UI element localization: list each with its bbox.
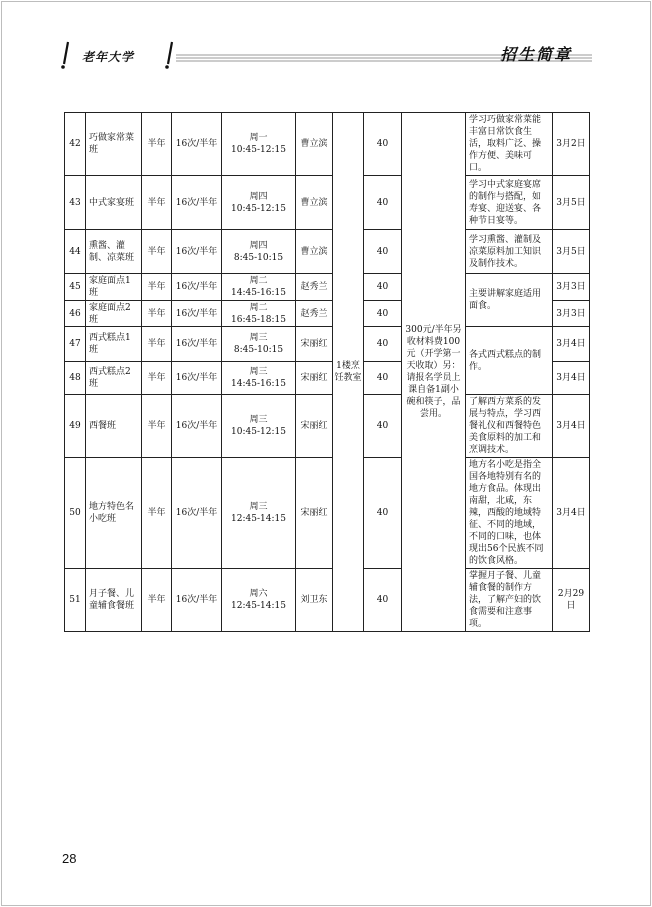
capacity: 40 — [364, 274, 402, 301]
start-date: 2月29日 — [553, 569, 590, 632]
class-time: 周三 8:45-10:15 — [222, 327, 296, 362]
course-name: 中式家宴班 — [86, 176, 142, 230]
lesson-count: 16次/半年 — [172, 176, 222, 230]
start-date: 3月2日 — [553, 113, 590, 176]
lesson-count: 16次/半年 — [172, 274, 222, 301]
course-table — [64, 112, 590, 632]
course-description: 主要讲解家庭适用面食。 — [466, 274, 553, 327]
lesson-count: 16次/半年 — [172, 230, 222, 274]
class-time: 周二 14:45-16:15 — [222, 274, 296, 301]
row-number: 50 — [65, 458, 86, 569]
page-header — [0, 0, 652, 90]
start-date: 3月4日 — [553, 327, 590, 362]
row-number: 44 — [65, 230, 86, 274]
teacher: 刘卫东 — [296, 569, 333, 632]
start-date: 3月4日 — [553, 362, 590, 395]
table-row — [65, 569, 590, 632]
class-time: 周二 16:45-18:15 — [222, 301, 296, 327]
course-name: 西式糕点1班 — [86, 327, 142, 362]
capacity: 40 — [364, 458, 402, 569]
course-description: 地方名小吃是指全国各地特别有名的地方食品。体现出南甜，北咸，东辣，西酸的地域特征、不同的地域，不同的口味，也体现出56个民族不同的饮食风格。 — [466, 458, 553, 569]
teacher: 宋丽红 — [296, 395, 333, 458]
course-description: 学习巧做家常菜能丰富日常饮食生活，取料广泛、操作方便、美味可口。 — [466, 113, 553, 176]
row-number: 42 — [65, 113, 86, 176]
course-name: 家庭面点1班 — [86, 274, 142, 301]
start-date: 3月3日 — [553, 274, 590, 301]
teacher: 赵秀兰 — [296, 274, 333, 301]
teacher: 宋丽红 — [296, 327, 333, 362]
start-date: 3月5日 — [553, 176, 590, 230]
class-time: 周三 14:45-16:15 — [222, 362, 296, 395]
course-term: 半年 — [142, 230, 172, 274]
course-name: 地方特色名小吃班 — [86, 458, 142, 569]
row-number: 48 — [65, 362, 86, 395]
lesson-count: 16次/半年 — [172, 113, 222, 176]
capacity: 40 — [364, 113, 402, 176]
table-row — [65, 230, 590, 274]
class-time: 周四 8:45-10:15 — [222, 230, 296, 274]
capacity: 40 — [364, 569, 402, 632]
table-row — [65, 176, 590, 230]
course-term: 半年 — [142, 458, 172, 569]
teacher: 宋丽红 — [296, 458, 333, 569]
course-term: 半年 — [142, 176, 172, 230]
course-term: 半年 — [142, 569, 172, 632]
fee-info: 300元/半年另收材料费100元（开学第一天收取）另：请报名学员上课自备1副小碗和筷子，品尝用。 — [402, 113, 466, 632]
class-time: 周三 10:45-12:15 — [222, 395, 296, 458]
header-right-title: 招生简章 — [500, 45, 573, 64]
row-number: 49 — [65, 395, 86, 458]
table-row — [65, 113, 590, 176]
lesson-count: 16次/半年 — [172, 458, 222, 569]
teacher: 曹立滨 — [296, 113, 333, 176]
lesson-count: 16次/半年 — [172, 362, 222, 395]
class-time: 周六 12:45-14:15 — [222, 569, 296, 632]
course-name: 家庭面点2班 — [86, 301, 142, 327]
course-term: 半年 — [142, 395, 172, 458]
lesson-count: 16次/半年 — [172, 569, 222, 632]
teacher: 赵秀兰 — [296, 301, 333, 327]
lesson-count: 16次/半年 — [172, 395, 222, 458]
course-name: 月子餐、儿童辅食餐班 — [86, 569, 142, 632]
capacity: 40 — [364, 176, 402, 230]
start-date: 3月5日 — [553, 230, 590, 274]
capacity: 40 — [364, 362, 402, 395]
start-date: 3月4日 — [553, 395, 590, 458]
course-description: 掌握月子餐、儿童辅食餐的制作方法，了解产妇的饮食需要和注意事项。 — [466, 569, 553, 632]
row-number: 43 — [65, 176, 86, 230]
page-number: 28 — [62, 851, 77, 866]
class-time: 周三 12:45-14:15 — [222, 458, 296, 569]
lesson-count: 16次/半年 — [172, 327, 222, 362]
row-number: 45 — [65, 274, 86, 301]
row-number: 46 — [65, 301, 86, 327]
teacher: 曹立滨 — [296, 176, 333, 230]
course-term: 半年 — [142, 301, 172, 327]
teacher: 曹立滨 — [296, 230, 333, 274]
course-description: 学习熏酱、灌制及凉菜原料加工知识及制作技术。 — [466, 230, 553, 274]
teacher: 宋丽红 — [296, 362, 333, 395]
class-time: 周一 10:45-12:15 — [222, 113, 296, 176]
capacity: 40 — [364, 230, 402, 274]
course-name: 西餐班 — [86, 395, 142, 458]
lesson-count: 16次/半年 — [172, 301, 222, 327]
course-name: 巧做家常菜班 — [86, 113, 142, 176]
course-description: 各式西式糕点的制作。 — [466, 327, 553, 395]
classroom: 1楼烹饪教室 — [333, 113, 364, 632]
row-number: 51 — [65, 569, 86, 632]
course-description: 学习中式家庭宴席的制作与搭配，如寿宴、迎送宴、各种节日宴等。 — [466, 176, 553, 230]
table-row — [65, 458, 590, 569]
course-name: 熏酱、灌制、凉菜班 — [86, 230, 142, 274]
course-name: 西式糕点2班 — [86, 362, 142, 395]
course-term: 半年 — [142, 362, 172, 395]
class-time: 周四 10:45-12:15 — [222, 176, 296, 230]
course-term: 半年 — [142, 327, 172, 362]
start-date: 3月4日 — [553, 458, 590, 569]
capacity: 40 — [364, 301, 402, 327]
header-left-title: 老年大学 — [82, 50, 135, 64]
capacity: 40 — [364, 327, 402, 362]
table-row — [65, 274, 590, 301]
course-term: 半年 — [142, 113, 172, 176]
course-term: 半年 — [142, 274, 172, 301]
capacity: 40 — [364, 395, 402, 458]
row-number: 47 — [65, 327, 86, 362]
table-row — [65, 395, 590, 458]
course-description: 了解西方菜系的发展与特点，学习西餐礼仪和西餐特色美食原料的加工和烹调技术。 — [466, 395, 553, 458]
start-date: 3月3日 — [553, 301, 590, 327]
table-row — [65, 327, 590, 362]
